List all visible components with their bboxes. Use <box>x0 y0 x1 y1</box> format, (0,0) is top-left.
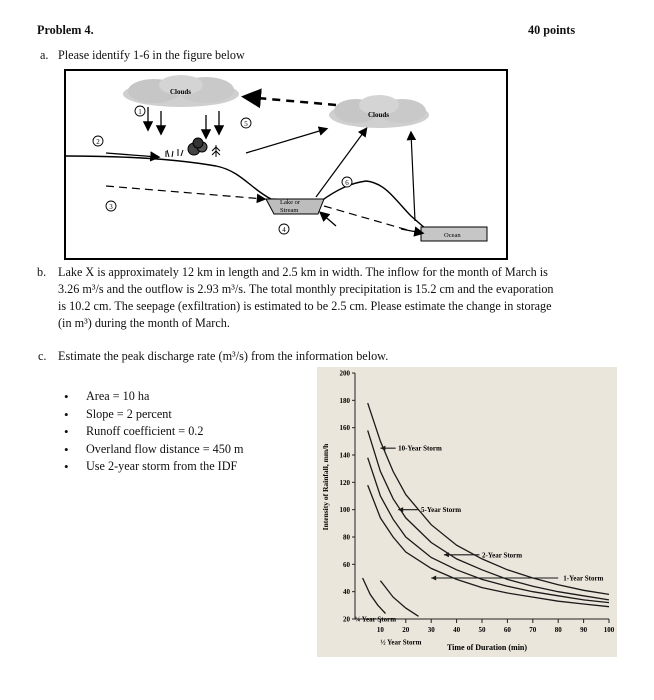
ocean-evaporation-arrow <box>411 133 415 221</box>
bullet-idf: • Use 2-year storm from the IDF <box>64 458 314 476</box>
bullet-slope: • Slope = 2 percent <box>64 406 314 424</box>
marker-4 <box>279 224 289 234</box>
left-cloud-label: Clouds <box>170 88 192 96</box>
marker-5 <box>241 118 251 128</box>
y-tick-label: 120 <box>339 478 350 487</box>
y-tick-label: 20 <box>343 615 350 624</box>
part-b-line-1: Lake X is approximately 12 km in length and 2.5 km in width. The inflow for the month of March is <box>58 265 548 279</box>
marker-2 <box>93 136 103 146</box>
part-a-letter: a. <box>40 48 49 62</box>
part-c-letter: c. <box>38 349 47 363</box>
part-c-text: Estimate the peak discharge rate (m³/s) from the information below. <box>58 349 389 363</box>
marker-1 <box>135 106 145 116</box>
curve-label-3: 2-Year Storm <box>482 551 523 560</box>
hydrologic-cycle-drawing <box>66 71 506 258</box>
x-tick-label: 90 <box>580 626 588 634</box>
curve-label-4: 1-Year Storm <box>563 574 604 583</box>
ocean-label: Ocean <box>444 232 461 239</box>
curve-label-1: 10-Year Storm <box>398 444 442 453</box>
pointer-head-4 <box>431 576 436 581</box>
lake-evaporation-arrow <box>316 129 366 197</box>
svg-text:2: 2 <box>96 138 100 146</box>
y-axis-label: Intensity of Rainfall, mm/h <box>321 443 330 531</box>
idf-chart-svg <box>317 367 617 657</box>
part-b-line-2: 3.26 m³/s and the outflow is 2.93 m³/s. The total monthly precipitation is 15.2 cm and the evaporation <box>58 282 554 296</box>
problem-points: 40 points <box>528 23 576 37</box>
svg-text:6: 6 <box>345 179 349 187</box>
curve-1 <box>368 403 609 594</box>
curve-label-2: 5-Year Storm <box>421 506 462 515</box>
ground-surface <box>66 156 486 229</box>
x-tick-label: 100 <box>603 626 615 634</box>
evapotranspiration-arrow <box>246 129 326 153</box>
groundwater-flow-arrow <box>106 186 264 199</box>
x-tick-label: 10 <box>376 626 384 634</box>
y-tick-label: 100 <box>339 506 350 515</box>
marker-3 <box>106 201 116 211</box>
x-tick-label: 80 <box>554 626 562 634</box>
marker-6 <box>342 177 352 187</box>
svg-text:4: 4 <box>282 226 286 234</box>
idf-chart <box>317 367 617 657</box>
stream-to-ocean-arrow <box>401 229 422 233</box>
y-tick-label: 140 <box>339 451 350 460</box>
bullet-runoff: • Runoff coefficient = 0.2 <box>64 423 314 441</box>
part-a-text: Please identify 1-6 in the figure below <box>58 48 245 62</box>
curve-label-5: ¼ Year Storm <box>355 615 397 624</box>
y-tick-label: 180 <box>339 396 350 405</box>
cloud-transport-arrow <box>246 97 336 105</box>
bullet-area: • Area = 10 ha <box>64 388 314 406</box>
y-tick-label: 200 <box>339 369 350 378</box>
svg-text:5: 5 <box>244 120 248 128</box>
hydrologic-cycle-figure <box>64 69 508 260</box>
seepage-arrow <box>321 213 336 226</box>
y-tick-label: 160 <box>339 424 350 433</box>
groundwater-flow-to-ocean <box>324 206 411 231</box>
curve-label-6: ½ Year Storm <box>380 638 422 647</box>
curve-5 <box>380 581 418 617</box>
svg-text:1: 1 <box>138 108 142 116</box>
problem-title: Problem 4. <box>37 23 94 37</box>
x-tick-label: 20 <box>402 626 410 634</box>
x-tick-label: 70 <box>529 626 537 634</box>
given-data-list <box>64 388 314 476</box>
x-tick-label: 50 <box>478 626 486 634</box>
svg-text:3: 3 <box>109 203 113 211</box>
stream-label: Stream <box>280 207 299 214</box>
part-b-letter: b. <box>37 265 47 279</box>
part-b-line-4: (in m³) during the month of March. <box>58 316 230 330</box>
part-b-line-3: is 10.2 cm. The seepage (exfiltration) is estimated to be 2.5 cm. Please estimate the change in storage <box>58 299 552 313</box>
vegetation <box>166 138 220 157</box>
y-tick-label: 60 <box>343 560 350 569</box>
x-tick-label: 40 <box>453 626 461 634</box>
x-tick-label: 60 <box>503 626 511 634</box>
x-axis-label: Time of Duration (min) <box>446 643 528 652</box>
bullet-overland: • Overland flow distance = 450 m <box>64 441 314 459</box>
y-tick-label: 80 <box>343 533 350 542</box>
y-tick-label: 40 <box>343 588 350 597</box>
x-tick-label: 30 <box>427 626 435 634</box>
lake-label: Lake or <box>280 199 301 206</box>
right-cloud-label: Clouds <box>368 111 390 119</box>
